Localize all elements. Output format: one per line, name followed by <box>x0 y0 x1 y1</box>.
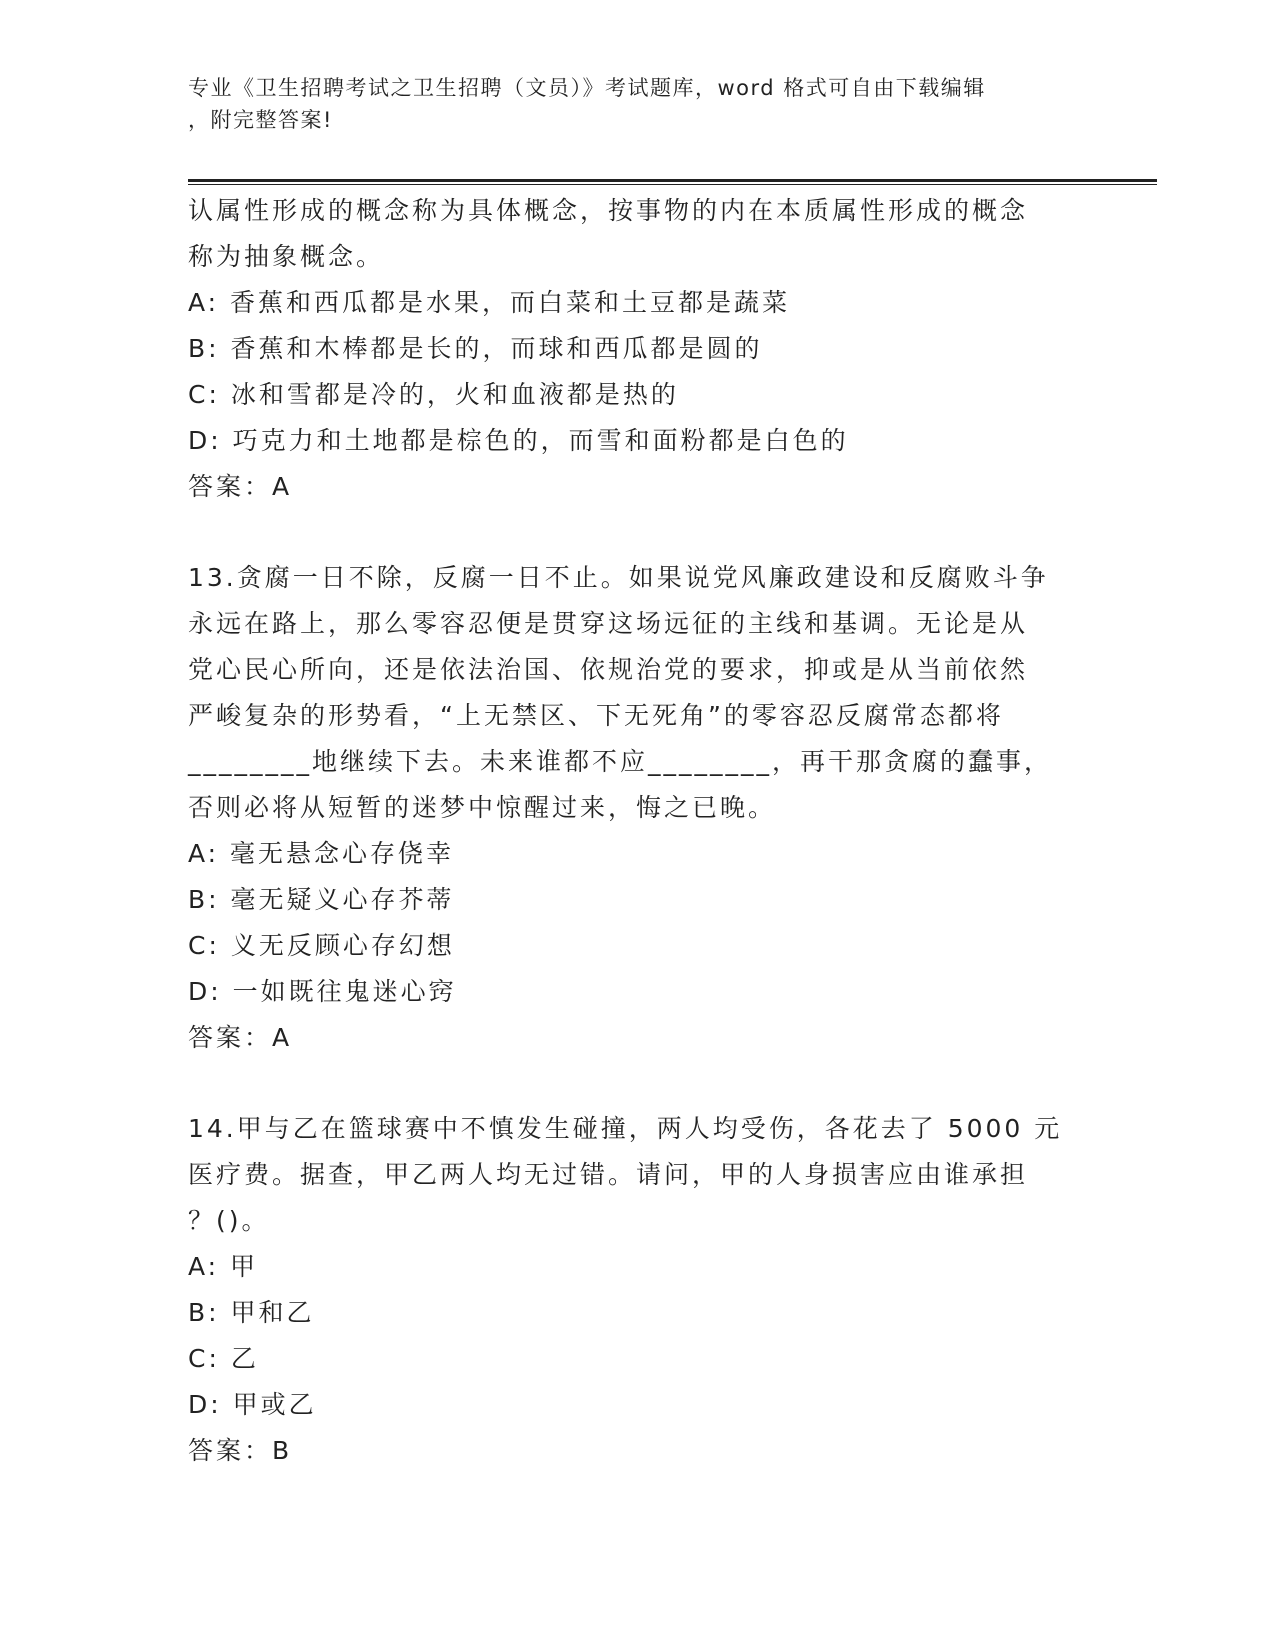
question-12 <box>188 188 1088 510</box>
option-c: C: 乙 <box>188 1344 259 1373</box>
option-b: B: 香蕉和木棒都是长的，而球和西瓜都是圆的 <box>188 334 763 363</box>
option-b: B: 毫无疑义心存芥蒂 <box>188 885 455 914</box>
question-text-line: 否则必将从短暂的迷梦中惊醒过来，悔之已晚。 <box>188 793 777 822</box>
spacer <box>188 1061 1088 1106</box>
option-a: A: 香蕉和西瓜都是水果，而白菜和土豆都是蔬菜 <box>188 288 791 317</box>
header-divider-thin <box>188 184 1157 185</box>
question-text-line: 党心民心所向，还是依法治国、依规治党的要求，抑或是从当前依然 <box>188 655 1029 684</box>
answer: 答案：A <box>188 472 293 501</box>
question-text-line: 称为抽象概念。 <box>188 242 385 271</box>
header-line-2: ，附完整答案! <box>188 108 333 132</box>
option-d: D: 甲或乙 <box>188 1390 317 1419</box>
answer: 答案：B <box>188 1436 293 1465</box>
option-c: C: 义无反顾心存幻想 <box>188 931 455 960</box>
answer: 答案：A <box>188 1023 293 1052</box>
question-text-line: 严峻复杂的形势看，“上无禁区、下无死角”的零容忍反腐常态都将 <box>188 701 1004 730</box>
header-line-1: 专业《卫生招聘考试之卫生招聘（文员）》考试题库，word 格式可自由下载编辑 <box>188 76 986 100</box>
question-13 <box>188 555 1088 1061</box>
question-text-line: 医疗费。据查，甲乙两人均无过错。请问，甲的人身损害应由谁承担 <box>188 1160 1029 1189</box>
question-text-line: ？()。 <box>188 1206 270 1235</box>
option-d: D: 巧克力和土地都是棕色的，而雪和面粉都是白色的 <box>188 426 849 455</box>
option-b: B: 甲和乙 <box>188 1298 315 1327</box>
question-text-line: 认属性形成的概念称为具体概念，按事物的内在本质属性形成的概念 <box>188 196 1029 225</box>
document-body <box>188 188 1088 1474</box>
option-d: D: 一如既往鬼迷心窍 <box>188 977 457 1006</box>
spacer <box>188 510 1088 555</box>
question-text-line: ________地继续下去。未来谁都不应________，再干那贪腐的蠢事， <box>188 747 1053 776</box>
question-text-line: 永远在路上，那么零容忍便是贯穿这场远征的主线和基调。无论是从 <box>188 609 1029 638</box>
question-14 <box>188 1106 1088 1474</box>
document-header <box>188 72 1068 136</box>
question-text-line: 14.甲与乙在篮球赛中不慎发生碰撞，两人均受伤，各花去了 5000 元 <box>188 1114 1063 1143</box>
option-c: C: 冰和雪都是冷的，火和血液都是热的 <box>188 380 679 409</box>
header-divider-thick <box>188 179 1157 182</box>
option-a: A: 毫无悬念心存侥幸 <box>188 839 455 868</box>
question-text-line: 13.贪腐一日不除，反腐一日不止。如果说党风廉政建设和反腐败斗争 <box>188 563 1049 592</box>
option-a: A: 甲 <box>188 1252 259 1281</box>
